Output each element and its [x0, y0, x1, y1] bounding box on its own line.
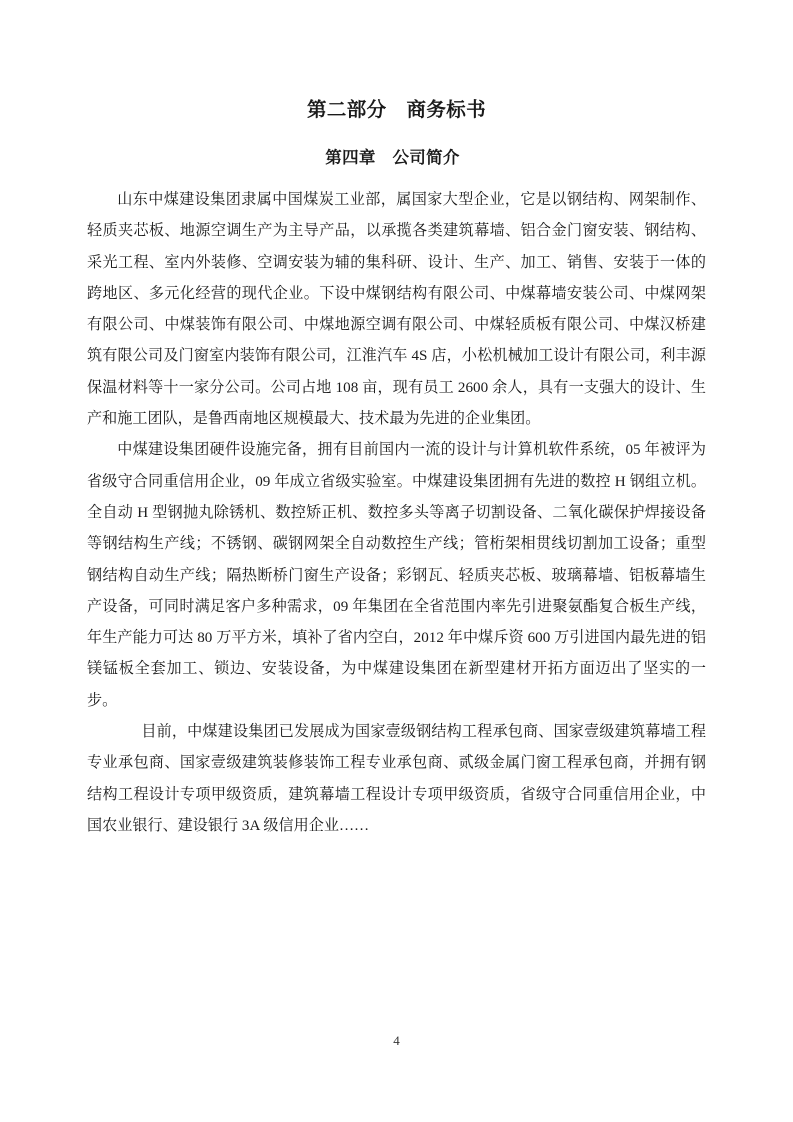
body-paragraph-3: 目前，中煤建设集团已发展成为国家壹级钢结构工程承包商、国家壹级建筑幕墙工程专业承包商、国家壹级建筑装修装饰工程专业承包商、贰级金属门窗工程承包商，并拥有钢结构工程设计专项甲级资质，建筑幕墙工程设计专项甲级资质，省级守合同重信用企业，中国农业银行、建设银行 3A 级信用企业…… — [87, 724, 706, 834]
body-paragraph-1: 山东中煤建设集团隶属中国煤炭工业部，属国家大型企业，它是以钢结构、网架制作、轻质夹芯板、地源空调生产为主导产品，以承揽各类建筑幕墙、铝合金门窗安装、钢结构、采光工程、室内外装修、空调安装为辅的集科研、设计、生产、加工、销售、安装于一体的跨地区、多元化经营的现代企业。下设中煤钢结构有限公司、中煤幕墙安装公司、中煤网架有限公司、中煤装饰有限公司、中煤地源空调有限公司、中煤轻质板有限公司、中煤汉桥建筑有限公司及门窗室内装饰有限公司，江淮汽车 4S 店，小松机械加工设计有限公司，利丰源保温材料等十一家分公司。公司占地 108 亩，现有员工 2600 余人，具有一支强大的设计、生产和施工团队，是鲁西南地区规模最大、技术最为先进的企业集团。 — [87, 192, 706, 428]
page-number: 4 — [393, 1033, 400, 1048]
section-heading: 第四章 公司简介 — [325, 148, 460, 168]
document-body — [87, 96, 706, 842]
body-paragraph-2: 中煤建设集团硬件设施完备，拥有目前国内一流的设计与计算机软件系统，05 年被评为省级守合同重信用企业，09 年成立省级实验室。中煤建设集团拥有先进的数控 H 钢组立机。全自动 H 型钢抛丸除锈机、数控矫正机、数控多头等离子切割设备、二氧化碳保护焊接设备等钢结构生产线；不锈钢、碳钢网架全自动数控生产线；管桁架相贯线切割加工设备；重型钢结构自动生产线；隔热断桥门窗生产设备；彩钢瓦、轻质夹芯板、玻璃幕墙、铝板幕墙生产设备，可同时满足客户多种需求，09 年集团在全省范围内率先引进聚氨酯复合板生产线，年生产能力可达 80 万平方米，填补了省内空白，2012 年中煤斥资 600 万引进国内最先进的铝镁锰板全套加工、锁边、安装设备，为中煤建设集团在新型建材开拓方面迈出了坚实的一步。 — [87, 442, 706, 709]
page-title: 第二部分 商务标书 — [306, 100, 487, 121]
